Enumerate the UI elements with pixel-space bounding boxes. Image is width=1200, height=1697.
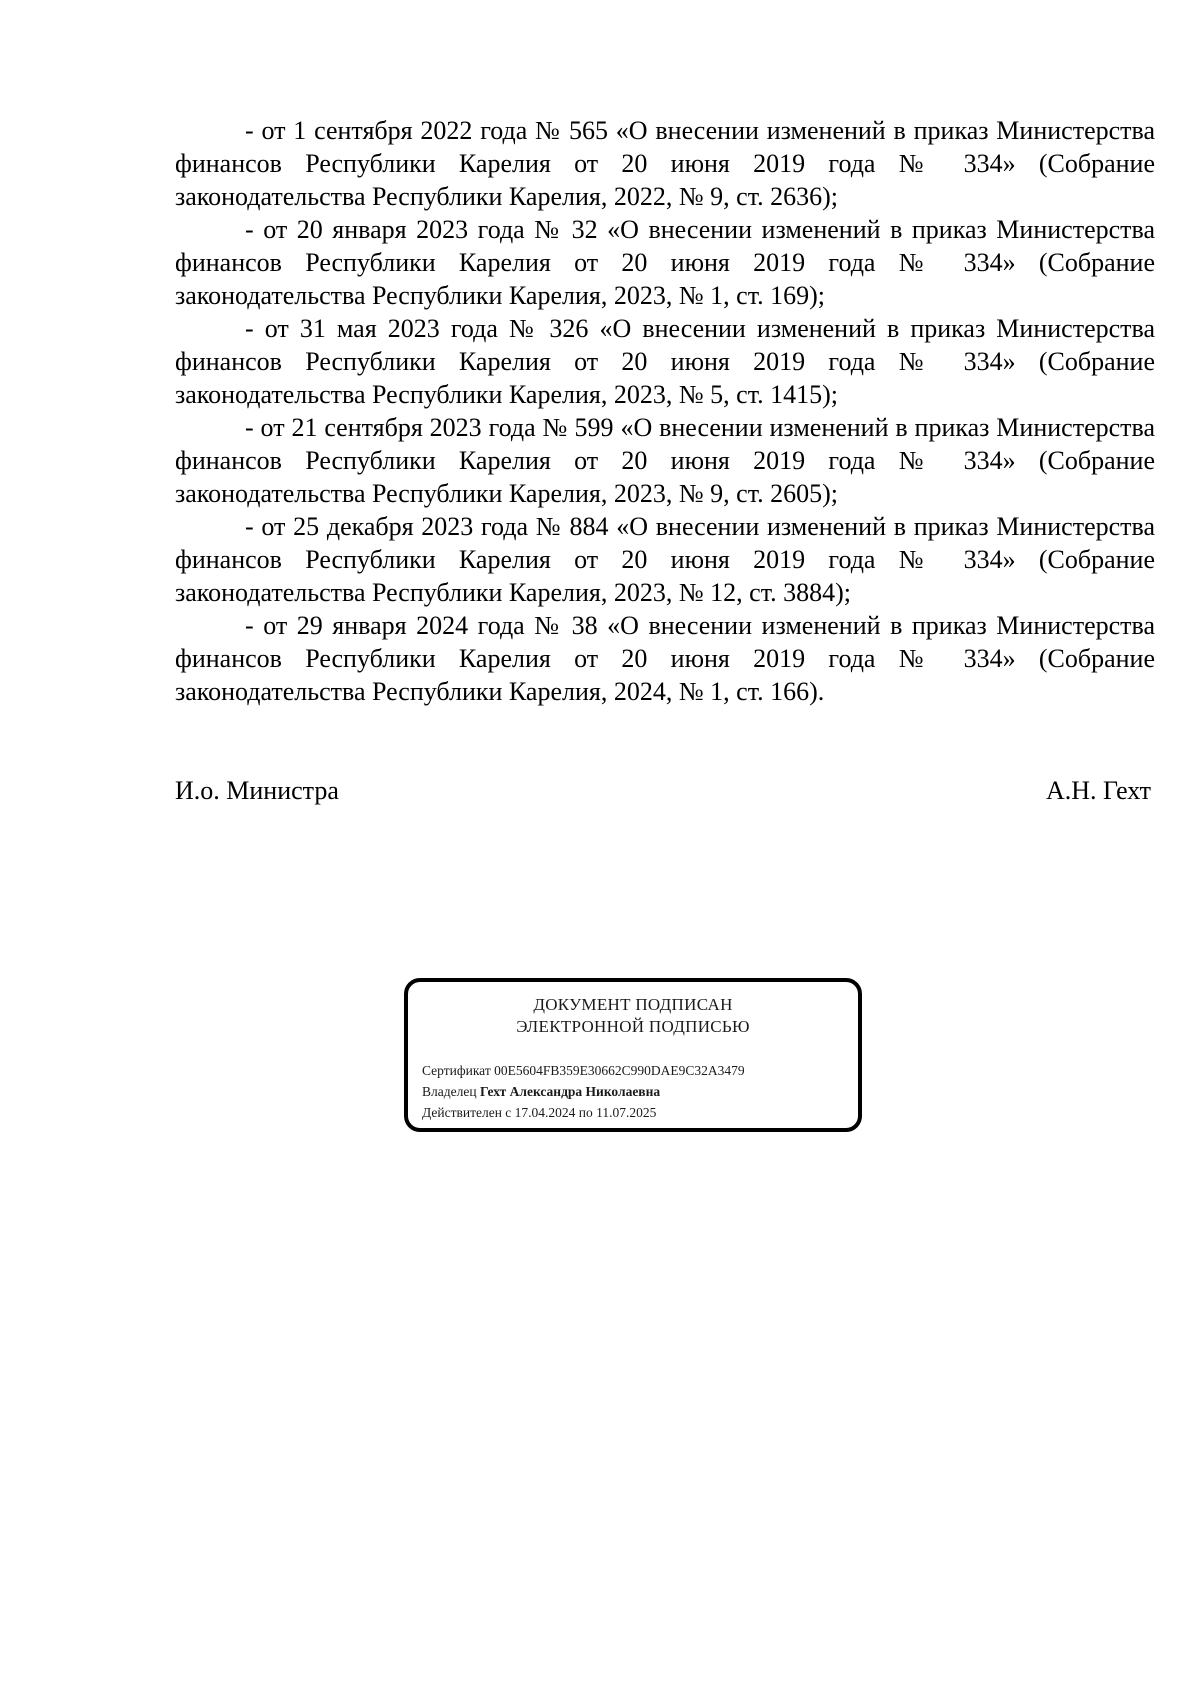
amendment-item: - от 1 сентября 2022 года № 565 «О внесении изменений в приказ Министерства финансов Республики Карелия от 20 июня 2019 года № 334» (Собрание законодательства Республики Карелия, 2022, № 9, ст. 2636);: [175, 116, 1155, 211]
amendment-item: - от 21 сентября 2023 года № 599 «О внесении изменений в приказ Министерства финансов Республики Карелия от 20 июня 2019 года № 334» (Собрание законодательства Республики Карелия, 2023, № 9, ст. 2605);: [175, 413, 1155, 508]
amendment-item: - от 25 декабря 2023 года № 884 «О внесении изменений в приказ Министерства финансов Республики Карелия от 20 июня 2019 года № 334» (Собрание законодательства Республики Карелия, 2023, № 12, ст. 3884);: [175, 512, 1155, 607]
stamp-details: [422, 1060, 745, 1123]
owner-label: Владелец: [422, 1084, 477, 1099]
valid-from: 17.04.2024: [514, 1105, 576, 1120]
signatory-position: И.о. Министра: [175, 776, 339, 805]
amendments-list: [175, 114, 1155, 708]
stamp-header-line: ЭЛЕКТРОННОЙ ПОДПИСЬЮ: [516, 1017, 750, 1036]
certificate-value: 00E5604FB359E30662C990DAE9C32A3479: [494, 1063, 745, 1078]
amendment-item: - от 20 января 2023 года № 32 «О внесении изменений в приказ Министерства финансов Республики Карелия от 20 июня 2019 года № 334» (Собрание законодательства Республики Карелия, 2023, № 1, ст. 169);: [175, 215, 1155, 310]
valid-to-label: по: [578, 1105, 593, 1120]
certificate-row: [422, 1060, 745, 1081]
certificate-label: Сертификат: [422, 1063, 491, 1078]
signatory-block: [175, 774, 1151, 807]
signatory-name: А.Н. Гехт: [1045, 776, 1151, 805]
valid-label: Действителен с: [422, 1105, 512, 1120]
amendment-item: - от 31 мая 2023 года № 326 «О внесении изменений в приказ Министерства финансов Республики Карелия от 20 июня 2019 года № 334» (Собрание законодательства Республики Карелия, 2023, № 5, ст. 1415);: [175, 314, 1155, 409]
stamp-header: [408, 994, 858, 1038]
electronic-signature-stamp: [404, 978, 862, 1132]
stamp-header-line: ДОКУМЕНТ ПОДПИСАН: [533, 995, 733, 1014]
owner-value: Гехт Александра Николаевна: [479, 1084, 661, 1099]
valid-to: 11.07.2025: [596, 1105, 657, 1120]
owner-row: [422, 1081, 745, 1102]
amendment-item: - от 29 января 2024 года № 38 «О внесении изменений в приказ Министерства финансов Республики Карелия от 20 июня 2019 года № 334» (Собрание законодательства Республики Карелия, 2024, № 1, ст. 166).: [175, 611, 1155, 706]
validity-row: [422, 1102, 745, 1123]
